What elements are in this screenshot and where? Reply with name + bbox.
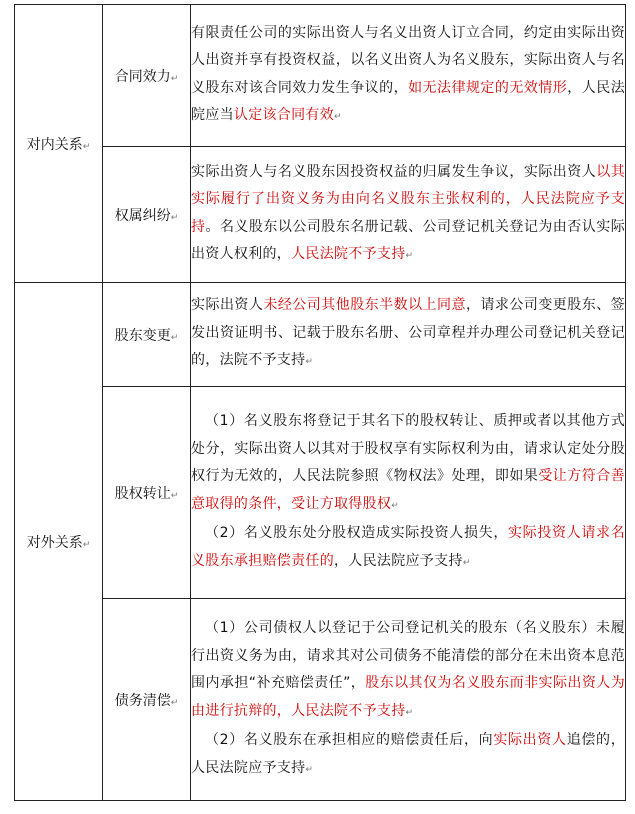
table-row xyxy=(15,599,626,801)
content-cell xyxy=(191,599,626,801)
table-row xyxy=(15,147,626,283)
paragraph: （2）名义股东处分股权造成实际投资人损失，实际投资人请求名义股东承担赔偿责任的，人民法院应予支持↵ xyxy=(191,525,625,569)
topic-cell: 股权转让↵ xyxy=(103,387,191,599)
topic-cell: 股东变更↵ xyxy=(103,283,191,387)
section-label-internal: 对内关系↵ xyxy=(15,5,103,283)
content-cell: 实际出资人与名义股东因投资权益的归属发生争议，实际出资人以其实际履行了出资义务为由向名义股东主张权利的，人民法院应予支持。名义股东以公司股东名册记载、公司登记机关登记为由否认实际出资人权利的，人民法院不予支持↵ xyxy=(191,147,626,283)
paragraph: （1）公司债权人以登记于公司登记机关的股东（名义股东）未履行出资义务为由，请求其对公司债务不能清偿的部分在未出资本息范围内承担“补充赔偿责任”，股东以其仅为名义股东而非实际出资人为由进行抗辩的，人民法院不予支持↵ xyxy=(191,620,626,719)
section-label-external: 对外关系↵ xyxy=(15,283,103,801)
paragraph: （2）名义股东在承担相应的赔偿责任后，向实际出资人追偿的，人民法院应予支持↵ xyxy=(191,732,626,776)
paragraph: （1）名义股东将登记于其名下的股权转让、质押或者以其他方式处分，实际出资人以其对于股权享有实际权利为由，请求认定处分股权行为无效的，人民法院参照《物权法》处理，即如果受让方符合善意取得的条件，受让方取得股权↵ xyxy=(191,413,625,512)
topic-cell: 合同效力↵ xyxy=(103,5,191,147)
topic-cell: 权属纠纷↵ xyxy=(103,147,191,283)
table-row xyxy=(15,5,626,147)
equity-relations-table xyxy=(14,4,626,801)
content-cell: 实际出资人未经公司其他股东半数以上同意，请求公司变更股东、签发出资证明书、记载于股东名册、公司章程并办理公司登记机关登记的，法院不予支持↵ xyxy=(191,283,626,387)
content-cell xyxy=(191,387,626,599)
table-row xyxy=(15,387,626,599)
content-cell: 有限责任公司的实际出资人与名义出资人订立合同，约定由实际出资人出资并享有投资权益，以名义出资人为名义股东，实际出资人与名义股东对该合同效力发生争议的，如无法律规定的无效情形，人民法院应当认定该合同有效↵ xyxy=(191,5,626,147)
table-row xyxy=(15,283,626,387)
topic-cell: 债务清偿↵ xyxy=(103,599,191,801)
